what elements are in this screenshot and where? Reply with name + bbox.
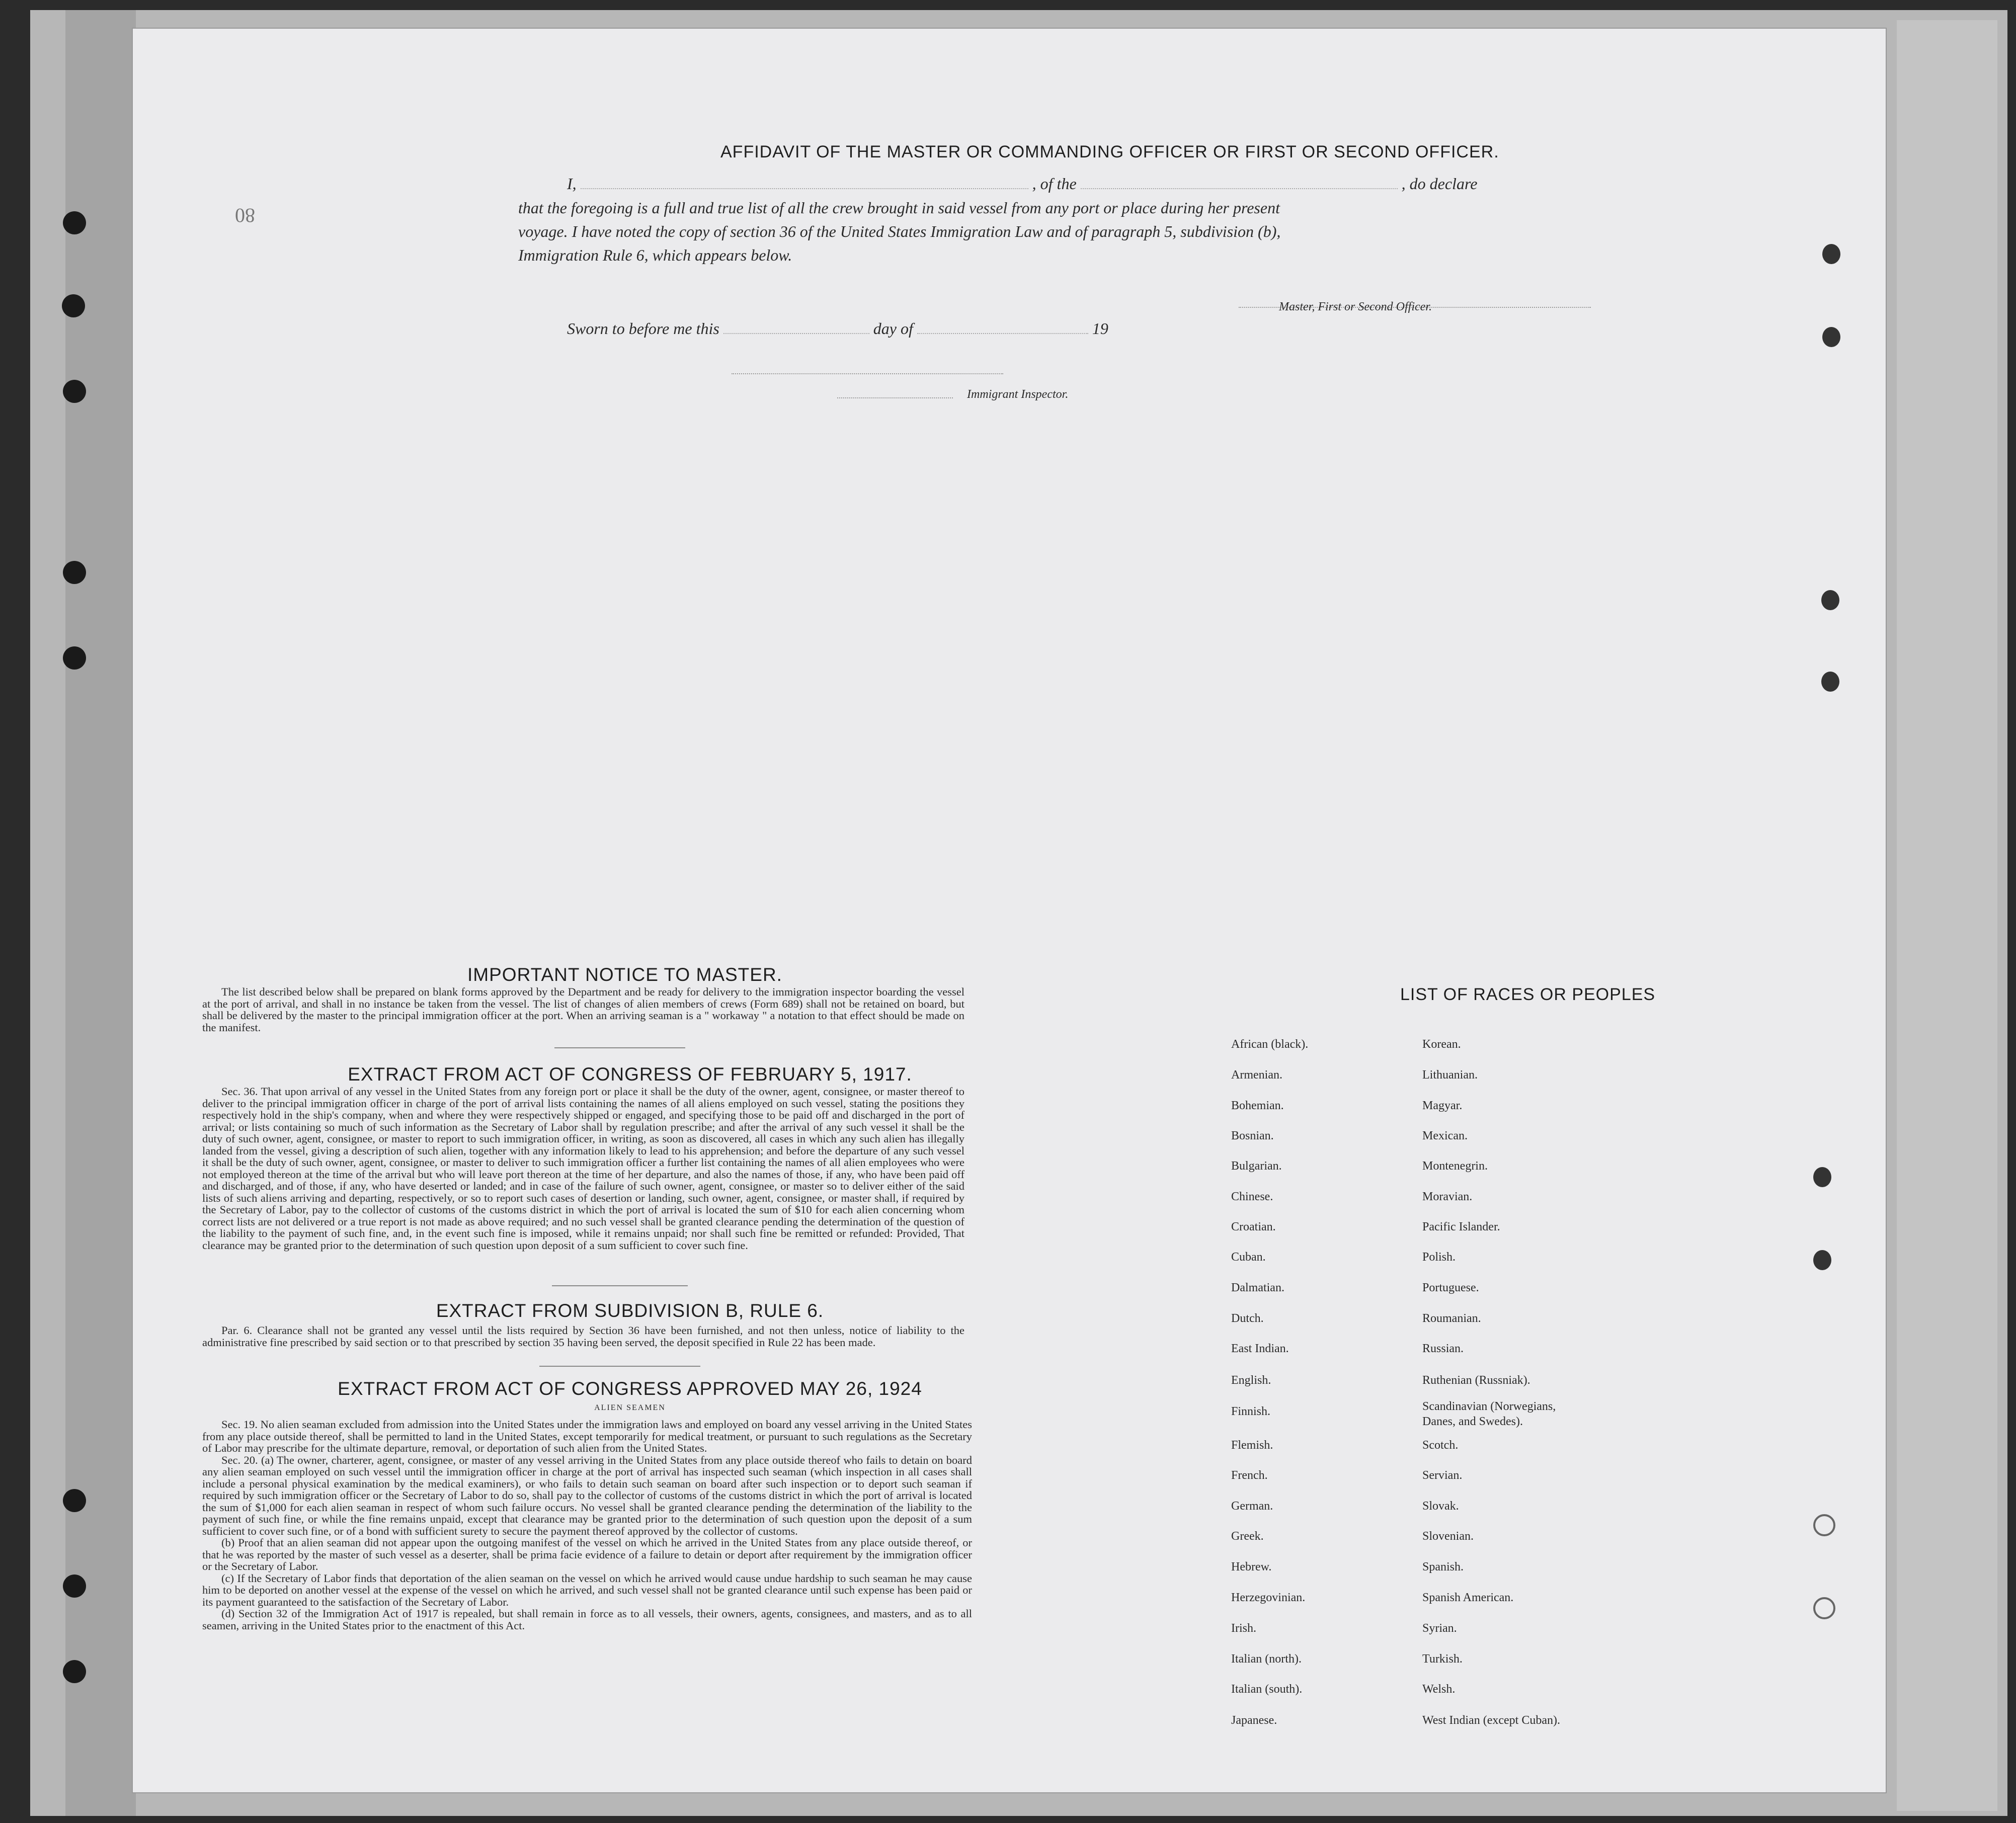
race-item: Italian (north).: [1231, 1652, 1302, 1666]
affidavit-line-3: voyage. I have noted the copy of section 36 of the United States Immigration Law and of paragraph 5, subdivision (b),: [518, 222, 1281, 240]
extract-rule6-paragraph: Par. 6. Clearance shall not be granted any vessel until the lists required by Section 36 have been furnished, and not then unless, notice of liability to the administrative fine prescribed by said section or to that prescribed by section 35 having been served, the deposit specified in Rule 22 has been made.: [202, 1324, 964, 1349]
section-divider: [539, 1366, 700, 1367]
extract-1917-title: EXTRACT FROM ACT OF CONGRESS OF FEBRUARY 5, 1917.: [348, 1064, 912, 1085]
extract-1924-paragraph: (c) If the Secretary of Labor finds that deportation of the alien seaman on the vessel on which he arrived would cause undue hardship to such seaman he may cause him to be deported on another vessel at the expense of the vessel on which he arrived, and such vessel shall not be granted clearance until such expense has been paid or its payment guaranteed to the satisfaction of the Secretary of Labor.: [202, 1571, 972, 1608]
binder-hole: [1813, 1167, 1831, 1187]
sworn-year: 19: [1092, 319, 1108, 338]
race-item: Finnish.: [1231, 1405, 1271, 1418]
inspector-signature-line: [732, 373, 1003, 374]
binder-strip: [65, 10, 136, 1816]
document-page: [132, 28, 1887, 1793]
race-item: Magyar.: [1422, 1099, 1463, 1112]
sworn-date-blank: [723, 320, 869, 334]
race-item: Syrian.: [1422, 1622, 1457, 1635]
extract-rule6-text: [202, 1324, 964, 1348]
binder-hole: [1821, 590, 1839, 610]
notice-paragraph: The list described below shall be prepared on blank forms approved by the Department and be ready for delivery to the immigration inspector boarding the vessel at the port of arrival, and shall in no instance be taken from the vessel. The list of changes of alien members of crews (Form 689) shall not be retained on board, but shall be delivered by the master to the principal immigration officer at the port. When an arriving seaman is a " workaway " a notation to that effect should be made on the manifest.: [202, 985, 964, 1034]
binder-hole: [63, 1660, 86, 1683]
affidavit-i: I,: [567, 175, 577, 193]
binder-right-edge: [1897, 20, 1997, 1811]
race-item: Armenian.: [1231, 1068, 1282, 1082]
race-item: Spanish American.: [1422, 1591, 1514, 1604]
race-item: Spanish.: [1422, 1560, 1464, 1573]
race-item: Turkish.: [1422, 1652, 1463, 1666]
master-signature-label: Master, First or Second Officer.: [1279, 300, 1432, 313]
binder-hole: [1813, 1514, 1835, 1536]
sworn-month-blank: [917, 320, 1088, 334]
extract-1924-paragraph: Sec. 20. (a) The owner, charterer, agent, consignee, or master of any vessel arriving in the United States from any place outside thereof who fails to detain on board any alien seaman employed on such vessel until the immigration officer in charge at the port of arrival has inspected such seaman (which inspection in all cases shall include a personal physical examination by the medical examiners), or who fails to detain such seaman on board after such inspection or to deport such seaman if required by such immigration officer or the Secretary of Labor to do so, shall pay to the collector of customs of the customs district in which the port of arrival is located the sum of $1,000 for each alien seaman in respect of whom such failure occurs. No vessel shall be granted clearance pending the determination of the liability to the payment of such fine, or while the fine remains unpaid, except that clearance may be granted prior to the determination of such question upon the deposit of a sum sufficient to cover such fine, or of a bond with sufficient surety to secure the payment thereof approved by the collector of customs.: [202, 1453, 972, 1537]
race-item: Japanese.: [1231, 1714, 1277, 1727]
race-item: German.: [1231, 1500, 1273, 1513]
extract-1924-paragraph: Sec. 19. No alien seaman excluded from admission into the United States under the immigration laws and employed on board any vessel arriving in the United States from any place outside thereof, shall be permitted to land in the United States, except temporarily for medical treatment, or pursuant to such regulations as the Secretary of Labor may prescribe for the ultimate departure, removal, or deportation of such alien from the United States.: [202, 1418, 972, 1454]
race-item: Dalmatian.: [1231, 1281, 1284, 1294]
race-item: Lithuanian.: [1422, 1068, 1478, 1082]
binder-hole: [63, 1575, 86, 1598]
race-item: West Indian (except Cuban).: [1422, 1714, 1560, 1727]
sworn-line: [567, 319, 1108, 338]
affidavit-line-1: [567, 175, 1477, 193]
binder-hole: [63, 646, 86, 670]
binder-hole: [63, 380, 86, 403]
master-name-blank: [581, 175, 1028, 189]
inspector-signature-label: Immigrant Inspector.: [967, 388, 1069, 401]
race-item: Welsh.: [1422, 1683, 1456, 1696]
race-item: French.: [1231, 1469, 1268, 1482]
race-item: Bohemian.: [1231, 1099, 1284, 1112]
race-item: Portuguese.: [1422, 1281, 1479, 1294]
race-item: Cuban.: [1231, 1251, 1266, 1264]
extract-1917-paragraph: Sec. 36. That upon arrival of any vessel in the United States from any foreign port or place it shall be the duty of the owner, agent, consignee, or master thereof to deliver to the principal immigration officer in charge of the port of arrival lists containing the names of all aliens employed on such vessel, stating the positions they respectively hold in the ship's company, when and where they were respectively shipped or engaged, and specifying those to be paid off and discharged in the port of arrival; or lists containing so much of such information as the Secretary of Labor shall by regulation prescribe; and after the arrival of any such vessel it shall be the duty of such owner, agent, consignee, or master to report to such immigration officer, in writing, as soon as discovered, all cases in which any such alien has illegally landed from the vessel, giving a description of such alien, together with any information likely to lead to his apprehension; and before the departure of any such vessel it shall be the duty of such owner, agent, consignee, or master to deliver to such immigration officer a further list containing the names of all alien employees who were not employed thereon at the time of the arrival but who will leave port thereon at the time of her departure, and also the names of those, if any, who have been paid off and discharged, and of those, if any, who have deserted or landed; and in case of the failure of such owner, agent, consignee, or master so to deliver either of the said lists of such aliens arriving and departing, respectively, or so to report such cases of desertion or landing, such owner, agent, consignee, or master shall, if required by the Secretary of Labor, pay to the collector of customs of the customs district in which the port of arrival is located the sum of $10 for each alien concerning whom correct lists are not delivered or a true report is not made as above required; and no such vessel shall be granted clearance pending the determination of the question of the liability to the payment of such fine, and, in the event such fine is imposed, while it remains unpaid; nor shall such fine be remitted or refunded: Provided, That clearance may be granted prior to the determination of such question upon deposit of a sum sufficient to cover such fine.: [202, 1085, 964, 1252]
race-item: Slovak.: [1422, 1500, 1459, 1513]
inspector-signature-line-2: [837, 397, 953, 398]
race-item: East Indian.: [1231, 1342, 1289, 1355]
race-item: Mexican.: [1422, 1129, 1468, 1142]
races-title: LIST OF RACES OR PEOPLES: [1400, 985, 1656, 1004]
extract-1924-paragraph: (d) Section 32 of the Immigration Act of 1917 is repealed, but shall remain in force as to all vessels, their owners, agents, consignees, and masters, and as to all seamen, arriving in the United States prior to the enactment of this Act.: [202, 1607, 972, 1632]
race-item: Scotch.: [1422, 1439, 1459, 1452]
notice-title: IMPORTANT NOTICE TO MASTER.: [467, 964, 782, 985]
binder-hole: [62, 294, 85, 317]
extract-1924-title: EXTRACT FROM ACT OF CONGRESS APPROVED MAY 26, 1924: [338, 1378, 922, 1399]
race-item: Croatian.: [1231, 1220, 1276, 1233]
binder-hole: [1822, 244, 1840, 264]
race-item: Chinese.: [1231, 1190, 1273, 1203]
race-item: Russian.: [1422, 1342, 1464, 1355]
affidavit-line-2: that the foregoing is a full and true list of all the crew brought in said vessel from any port or place during her present: [518, 199, 1280, 217]
race-item: African (black).: [1231, 1038, 1309, 1051]
race-item: Pacific Islander.: [1422, 1220, 1500, 1233]
notice-text: [202, 986, 964, 1033]
race-item: Polish.: [1422, 1251, 1456, 1264]
binder-hole: [63, 561, 86, 584]
binder-hole: [1813, 1597, 1835, 1619]
affidavit-do-declare: , do declare: [1401, 175, 1478, 193]
race-item: Scandinavian (Norwegians, Danes, and Swedes).: [1422, 1400, 1556, 1428]
race-item: Servian.: [1422, 1469, 1463, 1482]
binder-hole: [1813, 1250, 1831, 1270]
affidavit-of-the: , of the: [1032, 175, 1077, 193]
binder-hole: [63, 1489, 86, 1512]
race-item: Moravian.: [1422, 1190, 1473, 1203]
race-item: Italian (south).: [1231, 1683, 1303, 1696]
affidavit-line-4: Immigration Rule 6, which appears below.: [518, 246, 792, 264]
race-item: Korean.: [1422, 1038, 1461, 1051]
race-item: Slovenian.: [1422, 1530, 1474, 1543]
binder-hole: [1822, 327, 1840, 347]
extract-1924-paragraph: (b) Proof that an alien seaman did not appear upon the outgoing manifest of the vessel on which he arrived in the United States from any place outside thereof, or that he was reported by the master of such vessel as a deserter, shall be prima facie evidence of a failure to detain or deport after requirement by the immigration officer or the Secretary of Labor.: [202, 1536, 972, 1572]
race-item: Irish.: [1231, 1622, 1256, 1635]
extract-rule6-title: EXTRACT FROM SUBDIVISION B, RULE 6.: [436, 1300, 824, 1321]
binder-hole: [63, 211, 86, 234]
page-mark: 08: [235, 204, 255, 227]
race-item: Dutch.: [1231, 1312, 1264, 1325]
race-item: English.: [1231, 1374, 1271, 1387]
vessel-name-blank: [1081, 175, 1398, 189]
extract-1924-text: [202, 1419, 972, 1631]
race-item: Ruthenian (Russniak).: [1422, 1374, 1530, 1387]
sworn-text: Sworn to before me this: [567, 319, 719, 338]
affidavit-title: AFFIDAVIT OF THE MASTER OR COMMANDING OFFICER OR FIRST OR SECOND OFFICER.: [720, 142, 1499, 161]
extract-1924-subtitle: ALIEN SEAMEN: [594, 1403, 666, 1412]
section-divider: [552, 1285, 688, 1286]
race-item: Bosnian.: [1231, 1129, 1274, 1142]
race-item: Montenegrin.: [1422, 1159, 1488, 1173]
race-item: Hebrew.: [1231, 1560, 1272, 1573]
race-item: Greek.: [1231, 1530, 1264, 1543]
race-item: Herzegovinian.: [1231, 1591, 1306, 1604]
sworn-day-of: day of: [873, 319, 913, 338]
binder-hole: [1821, 672, 1839, 692]
section-divider: [554, 1047, 685, 1048]
race-item: Roumanian.: [1422, 1312, 1481, 1325]
race-item: Bulgarian.: [1231, 1159, 1282, 1173]
race-item: Flemish.: [1231, 1439, 1273, 1452]
extract-1917-text: [202, 1086, 964, 1251]
